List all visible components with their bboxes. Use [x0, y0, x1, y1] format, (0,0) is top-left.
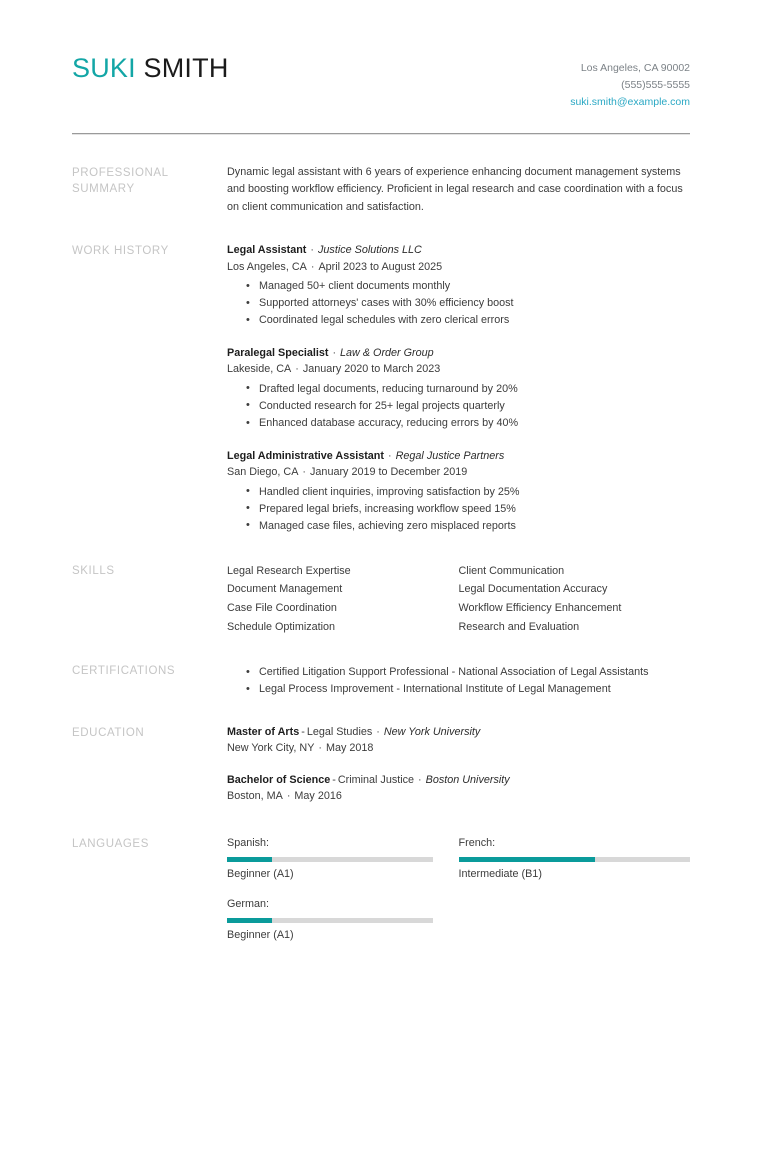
skill-item: Research and Evaluation	[458, 620, 580, 633]
section-label-work-history: WORK HISTORY	[72, 245, 169, 258]
skills-column-right	[459, 562, 691, 636]
job-bullet: • Supported attorneys' cases with 30% efficiency boost	[246, 295, 690, 312]
education-field: Legal Studies	[306, 726, 373, 739]
skills-grid	[227, 562, 690, 636]
job-bullet: • Conducted research for 25+ legal projects quarterly	[246, 398, 690, 415]
job-entry	[227, 345, 690, 432]
job-dates: April 2023 to August 2025	[318, 260, 443, 273]
education-meta	[227, 788, 690, 805]
language-item	[459, 835, 691, 884]
section-education	[72, 724, 690, 805]
skills-column-left	[227, 562, 459, 636]
job-bullet: • Enhanced database accuracy, reducing errors by 40%	[246, 415, 690, 432]
education-date: May 2016	[294, 790, 342, 803]
skill-item: Workflow Efficiency Enhancement	[458, 602, 622, 615]
language-level: Intermediate (B1)	[458, 867, 542, 880]
section-label-certifications: CERTIFICATIONS	[72, 665, 176, 678]
first-name: SUKI	[72, 53, 136, 83]
job-entry	[227, 242, 690, 329]
skills-body	[227, 562, 690, 636]
section-label-education: EDUCATION	[72, 727, 145, 740]
job-location: Los Angeles, CA	[227, 260, 307, 273]
job-dates: January 2019 to December 2019	[310, 466, 468, 479]
job-meta	[227, 464, 690, 481]
work-history-body	[227, 242, 690, 534]
section-languages	[72, 835, 690, 958]
job-bullet: • Managed case files, achieving zero misplaced reports	[246, 518, 690, 535]
job-company: Regal Justice Partners	[395, 450, 505, 463]
section-work-history	[72, 242, 690, 534]
contact-phone: (555)555-5555	[621, 79, 690, 91]
contact-location: Los Angeles, CA 90002	[580, 62, 690, 74]
language-proficiency-fill	[227, 857, 272, 862]
job-location: San Diego, CA	[227, 466, 299, 479]
job-bullets	[227, 278, 690, 329]
education-date: May 2018	[326, 742, 374, 755]
job-separator: ·	[310, 244, 315, 257]
education-location: New York City, NY	[227, 742, 315, 755]
job-bullet: • Drafted legal documents, reducing turnaround by 20%	[246, 381, 690, 398]
language-proficiency-bar	[227, 918, 433, 923]
job-meta-separator: ·	[295, 363, 299, 376]
education-body	[227, 724, 690, 805]
education-entry	[227, 772, 690, 806]
language-item	[227, 896, 459, 945]
job-dates: January 2020 to March 2023	[302, 363, 441, 376]
job-meta	[227, 259, 690, 276]
contact-email[interactable]: suki.smith@example.com	[570, 96, 690, 108]
language-level: Beginner (A1)	[227, 929, 294, 942]
certification-item: • Legal Process Improvement - International Institute of Legal Management	[246, 681, 690, 698]
languages-grid	[227, 835, 690, 958]
job-location: Lakeside, CA	[227, 363, 292, 376]
language-proficiency-fill	[227, 918, 272, 923]
education-degree: Master of Arts	[227, 726, 300, 739]
language-name: Spanish:	[227, 836, 270, 849]
candidate-name	[72, 52, 229, 84]
job-company: Law & Order Group	[340, 347, 434, 360]
language-proficiency-fill	[459, 857, 596, 862]
job-entry	[227, 448, 690, 535]
job-bullets	[227, 381, 690, 432]
skill-item: Schedule Optimization	[227, 620, 336, 633]
skill-item: Document Management	[227, 583, 343, 596]
job-meta-separator: ·	[310, 260, 315, 273]
job-title: Legal Administrative Assistant	[227, 450, 384, 463]
summary-body	[227, 164, 690, 216]
skill-item: Legal Research Expertise	[227, 564, 351, 577]
language-proficiency-bar	[227, 857, 433, 862]
skill-item: Case File Coordination	[227, 602, 337, 615]
summary-text: Dynamic legal assistant with 6 years of experience enhancing document management systems and boosting workflow efficiency. Proficient in legal research and case coordination with a focus on client communication and satisfaction.	[227, 166, 683, 213]
education-headline	[227, 772, 690, 788]
certifications-body	[227, 662, 690, 698]
job-title: Legal Assistant	[227, 244, 307, 257]
education-entry	[227, 724, 690, 758]
section-label-languages: LANGUAGES	[72, 837, 149, 850]
section-skills	[72, 562, 690, 636]
job-bullet: • Prepared legal briefs, increasing workflow speed 15%	[246, 501, 690, 518]
education-location: Boston, MA	[227, 790, 283, 803]
job-bullet: • Managed 50+ client documents monthly	[246, 278, 690, 295]
job-bullet: • Coordinated legal schedules with zero clerical errors	[246, 312, 690, 329]
language-name: French:	[458, 836, 496, 849]
skill-item: Legal Documentation Accuracy	[458, 583, 608, 596]
education-dash: -	[301, 726, 305, 739]
education-degree: Bachelor of Science	[227, 773, 331, 786]
language-item	[227, 835, 459, 884]
last-name: SMITH	[143, 53, 229, 83]
job-meta-separator: ·	[302, 466, 307, 479]
contact-block	[570, 52, 690, 111]
education-separator: ·	[376, 726, 380, 739]
job-bullets	[227, 484, 690, 535]
section-certifications	[72, 662, 690, 698]
job-company: Justice Solutions LLC	[318, 244, 422, 257]
certification-item: • Certified Litigation Support Professional - National Association of Legal Assistants	[246, 664, 690, 681]
header-divider	[72, 133, 690, 135]
job-headline	[227, 448, 690, 464]
job-headline	[227, 242, 690, 258]
section-professional-summary	[72, 164, 690, 216]
job-separator: ·	[388, 450, 392, 463]
job-separator: ·	[332, 347, 337, 360]
section-label-skills: SKILLS	[72, 564, 115, 577]
language-level: Beginner (A1)	[227, 867, 294, 880]
job-title: Paralegal Specialist	[227, 347, 329, 360]
section-label-summary: PROFESSIONAL SUMMARY	[72, 167, 169, 196]
education-meta	[227, 740, 690, 757]
job-bullet: • Handled client inquiries, improving satisfaction by 25%	[246, 484, 690, 501]
skill-item: Client Communication	[458, 564, 565, 577]
job-meta	[227, 361, 690, 378]
education-meta-separator: ·	[318, 742, 323, 755]
resume-header	[72, 52, 690, 111]
last-name-wrap	[136, 53, 229, 83]
education-school: Boston University	[425, 773, 510, 786]
education-dash: -	[332, 773, 336, 786]
language-proficiency-bar	[459, 857, 691, 862]
certification-list	[227, 664, 690, 698]
education-school: New York University	[383, 726, 481, 739]
languages-body	[227, 835, 690, 958]
education-meta-separator: ·	[286, 790, 291, 803]
language-name: German:	[227, 898, 270, 911]
education-separator: ·	[418, 773, 422, 786]
education-field: Criminal Justice	[337, 773, 415, 786]
education-headline	[227, 724, 690, 740]
job-headline	[227, 345, 690, 361]
